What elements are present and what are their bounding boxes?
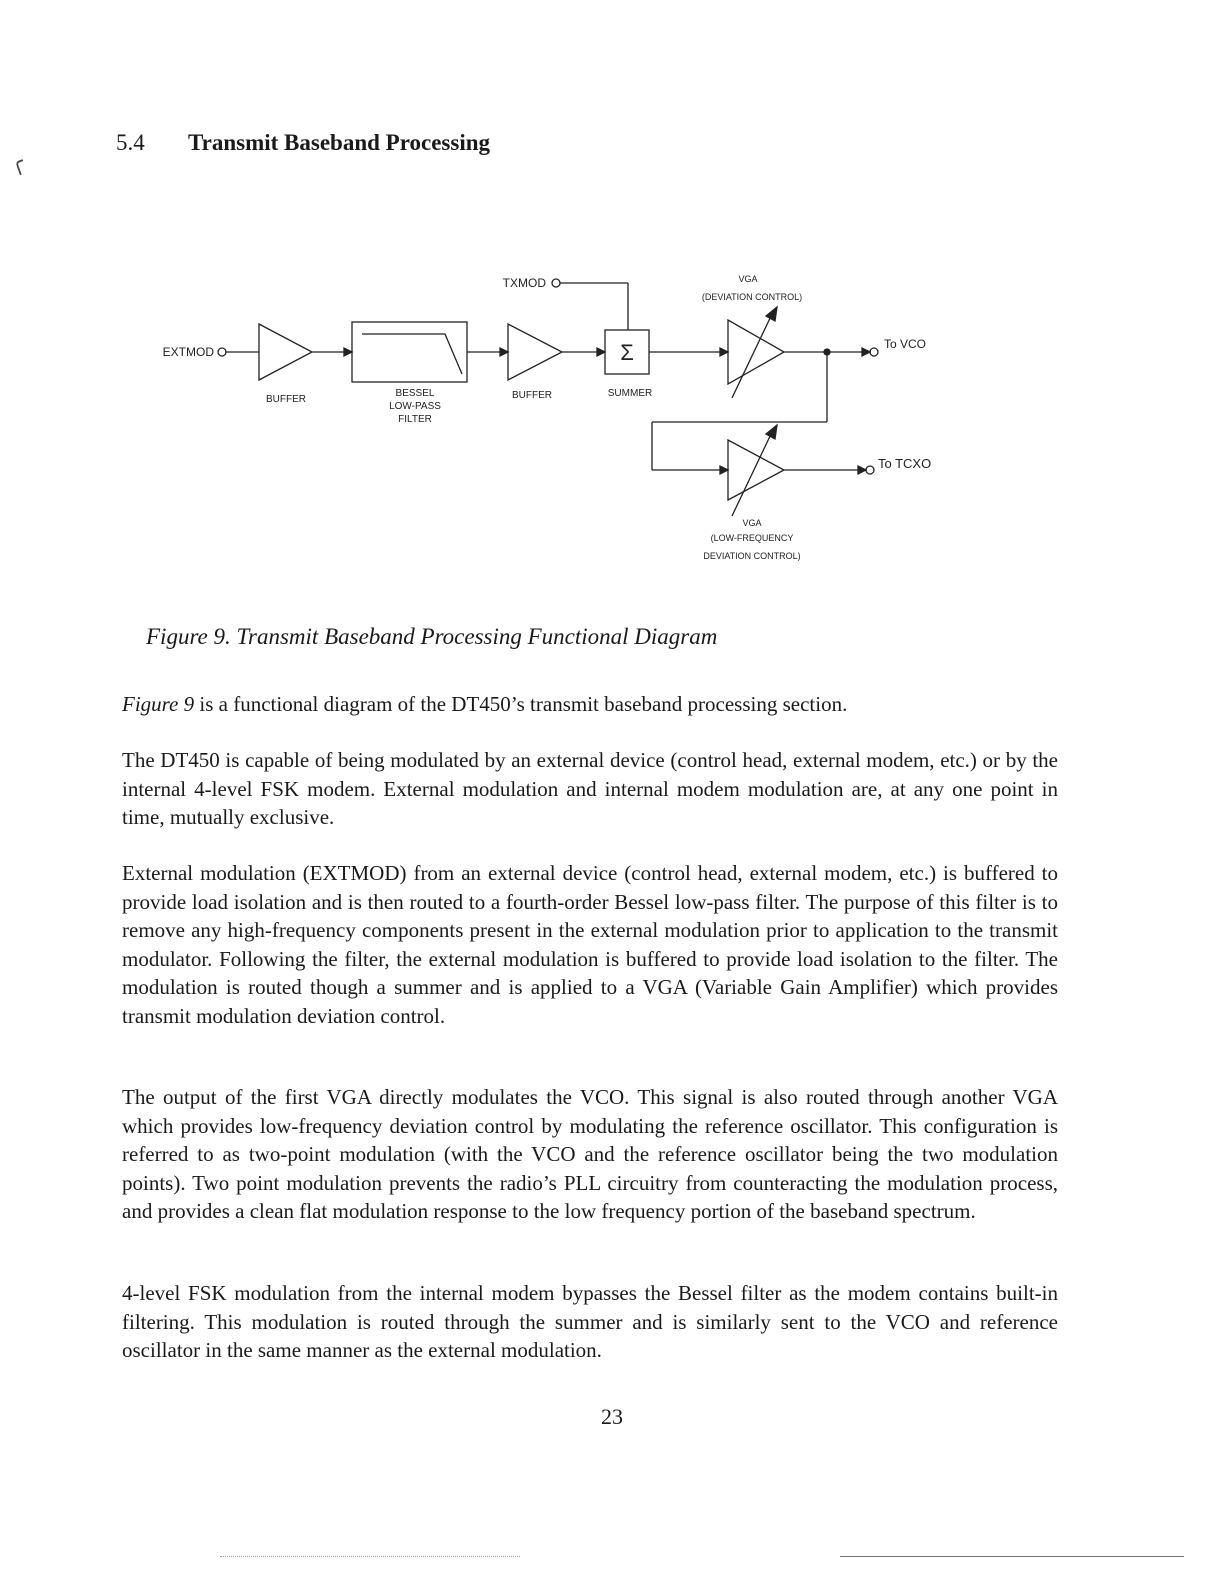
- to-tcxo-label: To TCXO: [878, 456, 932, 471]
- section-title: Transmit Baseband Processing: [188, 130, 491, 155]
- vga-bottom-subtitle-2: DEVIATION CONTROL): [703, 551, 801, 561]
- paragraph-1-text: is a functional diagram of the DT450’s transmit baseband processing section.: [199, 692, 848, 716]
- buffer1-label: BUFFER: [266, 394, 306, 405]
- caption-prefix: Figure 9.: [146, 624, 231, 649]
- extmod-terminal: [218, 348, 226, 356]
- scan-artifact-line: [840, 1556, 1184, 1557]
- vga-top-subtitle: (DEVIATION CONTROL): [701, 292, 803, 302]
- scan-artifact-dots: [220, 1556, 520, 1557]
- margin-scribble: ╭: [5, 148, 27, 177]
- section-number: 5.4: [116, 130, 145, 155]
- figure-reference: Figure 9: [122, 692, 195, 716]
- functional-diagram: [130, 250, 970, 570]
- to-vco-label: To VCO: [884, 337, 927, 351]
- bessel-label-2: LOW-PASS: [389, 401, 441, 412]
- lowpass-response-icon: [362, 334, 462, 374]
- bessel-label-3: FILTER: [398, 414, 432, 425]
- vga-bottom-subtitle-1: (LOW-FREQUENCY: [710, 533, 794, 543]
- buffer1-triangle: [259, 324, 312, 380]
- paragraph-5: 4-level FSK modulation from the internal modem bypasses the Bessel filter as the modem contains built-in filtering. This modulation is routed through the summer and is similarly sent to the VCO and reference oscillator in the same manner as the external modulation.: [122, 1281, 1058, 1362]
- paragraph-2: The DT450 is capable of being modulated by an external device (control head, external modem, etc.) or by the internal 4-level FSK modem. External modulation and internal modem modulation are, at any one point in time, mutually exclusive.: [122, 748, 1058, 829]
- paragraph-1: [122, 690, 1058, 719]
- paragraph-3: External modulation (EXTMOD) from an external device (control head, external modem, etc.) is buffered to provide load isolation and is then routed to a fourth-order Bessel low-pass filter. The purpose of this filter is to remove any high-frequency components present in the external modulation prior to application to the transmit modulator. Following the filter, the external modulation is buffered to provide load isolation to the filter. The modulation is routed though a summer and is applied to a VGA (Variable Gain Amplifier) which provides transmit modulation deviation control.: [122, 861, 1058, 1028]
- summer-label: SUMMER: [607, 388, 653, 399]
- vga-deviation-triangle: [728, 320, 784, 384]
- txmod-label: TXMOD: [502, 276, 546, 290]
- vga-lowfreq-triangle: [728, 440, 784, 500]
- caption-text: Transmit Baseband Processing Functional Diagram: [236, 624, 718, 649]
- section-heading: [116, 130, 490, 156]
- paragraph-4: The output of the first VGA directly modulates the VCO. This signal is also routed through another VGA which provides low-frequency deviation control by modulating the reference oscillator. This configuration is referred to as two-point modulation (with the VCO and the reference oscillator being the two modulation points). Two point modulation prevents the radio’s PLL circuitry from counteracting the modulation process, and provides a clean flat modulation response to the low frequency portion of the baseband spectrum.: [122, 1085, 1058, 1223]
- extmod-label: EXTMOD: [162, 345, 214, 359]
- buffer2-label: BUFFER: [512, 390, 552, 401]
- bessel-label-1: BESSEL: [395, 388, 435, 399]
- vga-bottom-title: VGA: [742, 518, 762, 528]
- txmod-terminal: [552, 279, 560, 287]
- page-number: 23: [601, 1404, 623, 1429]
- summer-symbol: Σ: [620, 340, 634, 365]
- bessel-filter-box: [352, 322, 467, 382]
- vga-top-title: VGA: [738, 274, 758, 284]
- buffer2-triangle: [508, 324, 562, 380]
- figure-caption: [146, 624, 717, 650]
